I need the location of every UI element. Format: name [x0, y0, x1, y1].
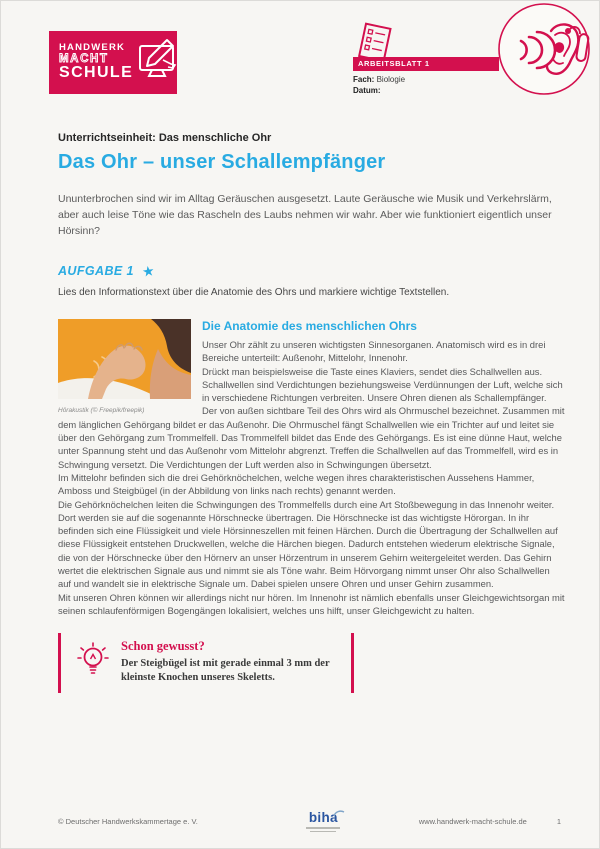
task-label: AUFGABE 1 — [58, 264, 134, 278]
subject-line — [353, 74, 405, 85]
page-number: 1 — [556, 816, 561, 826]
lightbulb-icon — [76, 641, 110, 686]
task-header — [58, 264, 565, 278]
worksheet-badge: ARBEITSBLATT 1 — [353, 57, 499, 71]
article-paragraph: Unser Ohr zählt zu unseren wichtigsten Sinnesorganen. Anatomisch wird es in drei Bereiche unterteilt: Außenohr, Mittelohr, Innenohr. — [202, 339, 546, 364]
info-text — [58, 319, 565, 617]
biha-logo-subtext — [306, 827, 340, 832]
logo-line-2: MACHT — [59, 53, 109, 66]
page-footer — [58, 810, 561, 832]
lead-paragraph: Ununterbrochen sind wir im Alltag Geräuschen ausgesetzt. Laute Geräusche wie Musik und Verkehrslärm, aber auch leise Töne wie das Rascheln des Laubs nehmen wir wahr. Aber wie funktioniert eigentlich unser Hörsinn? — [58, 193, 552, 237]
article-paragraph: Mit unseren Ohren können wir allerdings nicht nur hören. Im Innenohr ist nämlich ebenfalls unser Gleichgewichtsorgan mit seinen schlaufenförmigen Bogengängen lokalisiert, welches uns hilft, unser Gleichgewicht zu halten. — [58, 591, 565, 616]
article-paragraph: Die Gehörknöchelchen leiten die Schwingungen des Trommelfells durch eine Art Stoßbewegung in das Innenohr weiter. Dort werden sie auf die sogenannte Hörschnecke übertragen. Die Hörschnecke ist das wichtigste Hörorgan. In ihr befinden sich eine Flüssigkeit und viele Hörsinneszellen mit feinen Härchen. Durch die Übertragung der Schallwellen auf diese Flüssigkeit entstehen Druckwellen, welche die Härchen biegen. Dadurch entstehen wiederum elektrische Signale, die von der Hörschnecke über den Hörnerv an unser Hörzentrum in unserem Gehirn weitergeleitet werden. Das Gehirn wertet die elektrischen Signale aus und nimmt sie als Töne wahr. Beim Hörvorgang nimmt unser Ohr also Schallwellen auf und wandelt sie in elektrische Signale um. Dabei spielen unsere Ohren und unser Gehirn zusammen. — [58, 498, 558, 590]
date-label: Datum: — [353, 86, 381, 95]
unit-label: Unterrichtseinheit: Das menschliche Ohr — [58, 132, 272, 144]
subject-value: Biologie — [376, 75, 406, 84]
ear-sound-waves-illustration — [491, 1, 597, 106]
worksheet-meta — [353, 74, 405, 96]
photo-caption: Hörakustik (© Freepik/freepik) — [58, 407, 145, 414]
biha-arc-icon — [333, 805, 345, 820]
logo-wordmark — [59, 43, 133, 82]
website-url: www.handwerk-macht-schule.de — [418, 816, 527, 826]
article-paragraph: Der von außen sichtbare Teil des Ohrs wird als Ohrmuschel bezeichnet. Zusammen mit dem länglichen Gehörgang bildet er das Außenohr. Die Ohrmuschel fängt Schallwellen wie ein Trichter auf und leitet sie über den Gehörgang zum Trommelfell. Das Trommelfell bildet das Ende des Gehörgangs. Es ist eine dünne Haut, welche unter Spannung steht und das Außenohr vom Mittelohr abgrenzt. Treffen die Schallwellen auf das Trommelfell, wird es in Schwingung versetzt. Die Verdichtungen der Luft werden also in Schwingungen übersetzt. — [58, 405, 565, 470]
date-line — [353, 85, 405, 96]
hand-to-ear-photo — [58, 319, 191, 399]
biha-logo: biha — [306, 810, 340, 832]
screen-pencil-icon — [137, 36, 183, 89]
subject-label: Fach: — [353, 75, 375, 84]
logo-line-1: HANDWERK — [59, 42, 126, 54]
fact-box-title: Schon gewusst? — [121, 639, 205, 654]
copyright-text: © Deutscher Handwerkskammertage e. V. — [58, 816, 198, 826]
logo-line-3: SCHULE — [59, 64, 134, 82]
fact-box-text: Der Steigbügel ist mit gerade einmal 3 mm der kleinste Knochen unseres Skeletts. — [121, 658, 330, 684]
article-paragraph: Im Mittelohr befinden sich die drei Gehörknöchelchen, welche wegen ihres charakteristischen Aussehens Hammer, Amboss und Steigbügel (in der Abbildung von links nach rechts) genannt werden. — [58, 471, 535, 497]
star-icon: ★ — [140, 262, 156, 280]
handwerk-macht-schule-logo — [49, 31, 177, 94]
task-instruction: Lies den Informationstext über die Anatomie des Ohrs und markiere wichtige Textstellen. — [58, 287, 450, 298]
content-area — [58, 132, 565, 693]
article-paragraph: Drückt man beispielsweise die Taste eines Klaviers, sendet dies Schallwellen aus. Schallwellen sind Verdichtungen beziehungsweise Verdünnungen der Luft, welche sich in verschiedene Richtungen verbreiten. Unsere Ohren dienen als Schallempfänger. — [202, 365, 563, 404]
footer-right-group — [419, 817, 561, 826]
did-you-know-box — [58, 633, 354, 693]
ear-photo-figure — [58, 319, 191, 414]
article-heading: Die Anatomie des menschlichen Ohrs — [202, 319, 417, 333]
page-title: Das Ohr – unser Schallempfänger — [58, 151, 386, 173]
